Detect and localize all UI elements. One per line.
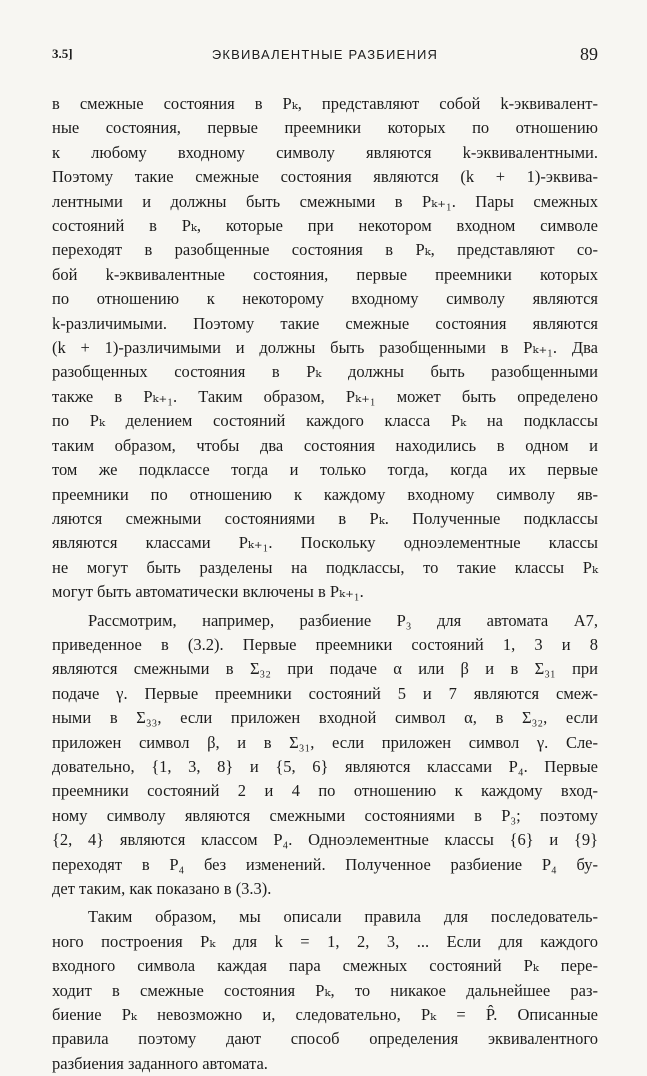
text-line: том же подклассе тогда и только тогда, когда их первые <box>52 460 598 480</box>
text-line: являются классами Pₖ₊₁. Поскольку одноэлементные классы <box>52 533 598 553</box>
text-line: приведенное в (3.2). Первые преемники состояний 1, 3 и 8 <box>52 634 598 654</box>
text-line: дет таким, как показано в (3.3). <box>52 879 272 898</box>
text-line: {2, 4} являются классом P₄. Одноэлементные классы {6} и {9} <box>52 830 598 850</box>
text-line: довательно, {1, 3, 8} и {5, 6} являются классами P₄. Первые <box>52 756 598 776</box>
text-line: Таким образом, мы описали правила для последователь- <box>88 907 598 927</box>
text-line: могут быть автоматически включены в Pₖ₊₁. <box>52 582 364 602</box>
text-line: (k + 1)-различимыми и должны быть разобщенными в Pₖ₊₁. Два <box>52 338 598 358</box>
text-line: таким образом, чтобы два состояния находились в одном и <box>52 435 598 455</box>
text-line: также в Pₖ₊₁. Таким образом, Pₖ₊₁ может быть определено <box>52 386 598 406</box>
text-line: являются смежными в Σ₃₂ при подаче α или β и в Σ₃₁ при <box>52 659 598 679</box>
text-line: входного символа каждая пара смежных состояний Pₖ пере- <box>52 956 598 976</box>
text-line: к любому входному символу являются k-эквивалентными. <box>52 142 598 162</box>
text-line: биение Pₖ невозможно и, следовательно, Pₖ = P̂. Описанные <box>52 1005 598 1025</box>
text-line: бой k-эквивалентные состояния, первые преемники которых <box>52 264 598 284</box>
text-line: по Pₖ делением состояний каждого класса Pₖ на подклассы <box>52 411 598 431</box>
chapter-title: ЭКВИВАЛЕНТНЫЕ РАЗБИЕНИЯ <box>211 47 439 62</box>
text-line: в смежные состояния в Pₖ, представляют собой k-эквивалент- <box>52 94 598 113</box>
text-line: переходят в P₄ без изменений. Полученное разбиение P₄ бу- <box>52 854 598 874</box>
text-line: преемники состояний 2 и 4 по отношению к каждому вход- <box>52 781 598 801</box>
section-number: 3.5] <box>52 46 73 61</box>
text-line: ные состояния, первые преемники которых по отношению <box>52 118 598 138</box>
text-line: Поэтому такие смежные состояния являются (k + 1)-эквива- <box>52 167 598 187</box>
text-line: k-различимыми. Поэтому такие смежные состояния являются <box>52 313 598 333</box>
text-line: приложен символ β, и в Σ₃₁, если приложен символ γ. Сле- <box>52 732 598 752</box>
text-line: Рассмотрим, например, разбиение P₃ для автомата A7, <box>88 610 598 630</box>
text-line: не могут быть разделены на подклассы, то такие классы Pₖ <box>52 557 598 577</box>
text-line: лентными и должны быть смежными в Pₖ₊₁. Пары смежных <box>52 191 598 211</box>
page-number: 89 <box>580 44 598 64</box>
body-text <box>52 92 598 1076</box>
text-line: подаче γ. Первые преемники состояний 5 и 7 являются смеж- <box>52 683 598 703</box>
text-line: ного построения Pₖ для k = 1, 2, 3, ... Если для каждого <box>52 931 598 951</box>
text-line: переходят в разобщенные состояния в Pₖ, представляют со- <box>52 240 598 260</box>
text-line: разбиения заданного автомата. <box>52 1053 268 1073</box>
text-line: ными в Σ₃₃, если приложен входной символ α, в Σ₃₂, если <box>52 708 598 728</box>
text-line: разобщенных состояния в Pₖ должны быть разобщенными <box>52 362 598 382</box>
text-line: правила поэтому дают способ определения эквивалентного <box>52 1029 598 1049</box>
text-line: состояний в Pₖ, которые при некотором входном символе <box>52 216 598 236</box>
text-line: ному символу являются смежными состояниями в P₃; поэтому <box>52 805 598 825</box>
running-header <box>52 44 598 68</box>
text-line: ляются смежными состояниями в Pₖ. Полученные подклассы <box>52 508 598 528</box>
text-line: по отношению к некоторому входному символу являются <box>52 289 598 309</box>
text-line: ходит в смежные состояния Pₖ, то никакое дальнейшее раз- <box>52 980 598 1000</box>
text-line: преемники по отношению к каждому входному символу яв- <box>52 484 598 504</box>
